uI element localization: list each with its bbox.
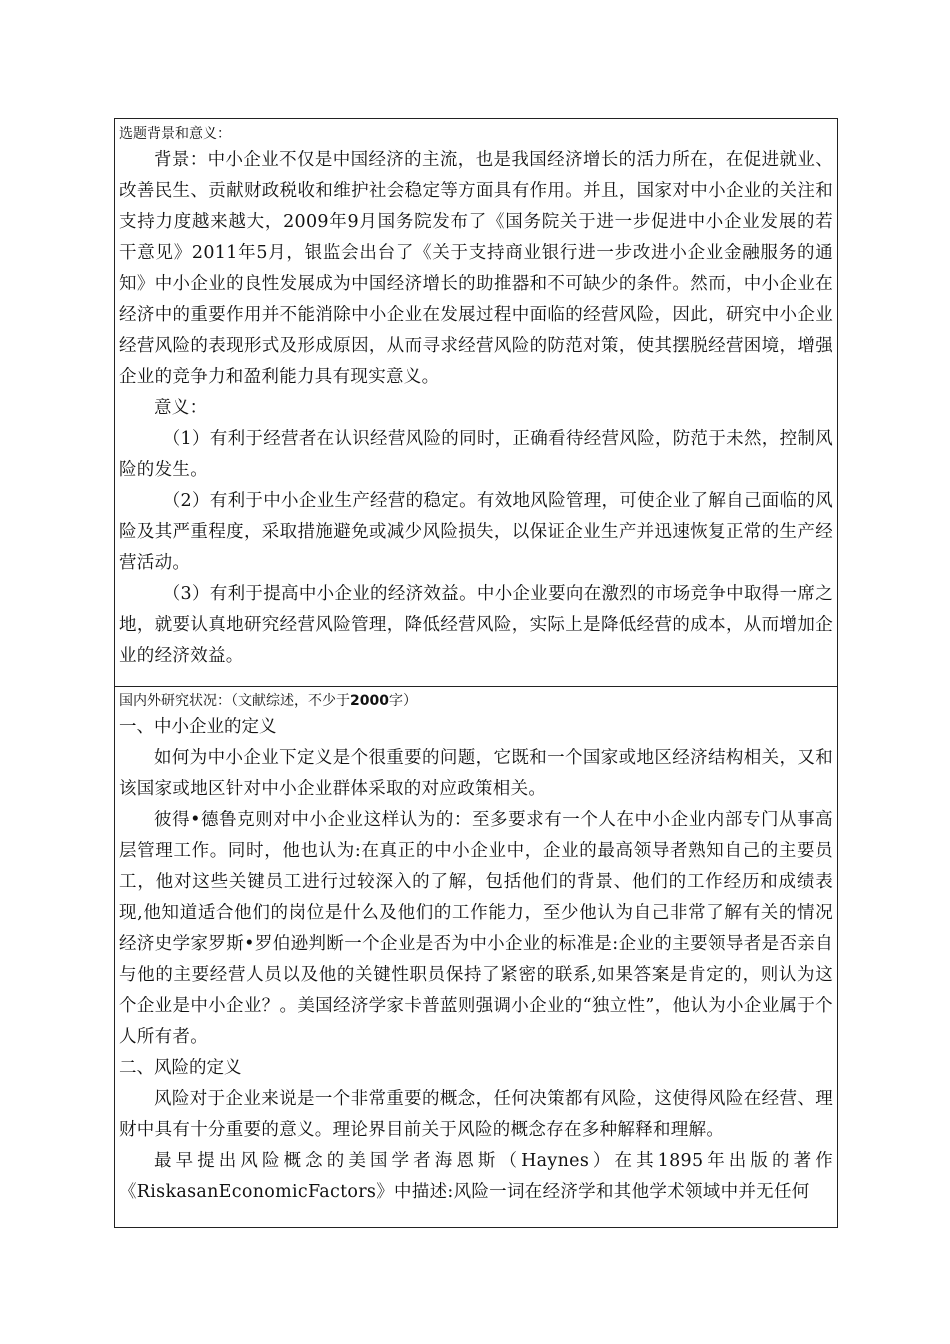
literature-label-prefix: 国内外研究状况：（文献综述，不少于 (119, 693, 350, 709)
background-significance-cell (119, 123, 833, 672)
section-label-literature (119, 690, 833, 712)
risk-paragraph-1: 风险对于企业来说是一个非常重要的概念，任何决策都有风险，这使得风险在经营、理财中具有十分重要的意义。理论界目前关于风险的概念存在多种解释和理解。 (119, 1089, 833, 1140)
significance-point-2: （2）有利于中小企业生产经营的稳定。有效地风险管理，可使企业了解自己面临的风险及其严重程度，采取措施避免或减少风险损失，以保证企业生产并迅速恢复正常的生产经营活动。 (119, 491, 833, 573)
heading-sme-definition: 一、中小企业的定义 (119, 717, 277, 737)
form-table (114, 118, 838, 1228)
section-divider (115, 686, 837, 687)
sme-paragraph-1: 如何为中小企业下定义是个很重要的问题，它既和一个国家或地区经济结构相关，又和该国家或地区针对中小企业群体采取的对应政策相关。 (119, 748, 833, 799)
significance-point-3: （3）有利于提高中小企业的经济效益。中小企业要向在激烈的市场竞争中取得一席之地，就要认真地研究经营风险管理，降低经营风险，实际上是降低经营的成本，从而增加企业的经济效益。 (119, 584, 833, 666)
section-label-background: 选题背景和意义： (119, 126, 231, 142)
heading-risk-definition: 二、风险的定义 (119, 1058, 242, 1078)
literature-review-cell (119, 690, 833, 1208)
sme-paragraph-2: 彼得•德鲁克则对中小企业这样认为的：至多要求有一个人在中小企业内部专门从事高层管理工作。同时，他也认为:在真正的中小企业中，企业的最高领导者熟知自己的主要员工，他对这些关键员工进行过较深入的了解，包括他们的背景、他们的工作经历和成绩表现,他知道适合他们的岗位是什么及他们的工作能力，至少他认为自己非常了解有关的情况经济史学家罗斯•罗伯逊判断一个企业是否为中小企业的标准是:企业的主要领导者是否亲自与他的主要经营人员以及他的关键性职员保持了紧密的联系,如果答案是肯定的，则认为这个企业是中小企业？。美国经济学家卡普蓝则强调小企业的“独立性”，他认为小企业属于个人所有者。 (119, 810, 833, 1047)
background-paragraph: 背景：中小企业不仅是中国经济的主流，也是我国经济增长的活力所在，在促进就业、改善民生、贡献财政税收和维护社会稳定等方面具有作用。并且，国家对中小企业的关注和支持力度越来越大，2009年9月国务院发布了《国务院关于进一步促进中小企业发展的若干意见》2011年5月，银监会出台了《关于支持商业银行进一步改进小企业金融服务的通知》中小企业的良性发展成为中国经济增长的助推器和不可缺少的条件。然而，中小企业在经济中的重要作用并不能消除中小企业在发展过程中面临的经营风险，因此，研究中小企业经营风险的表现形式及形成原因，从而寻求经营风险的防范对策，使其摆脱经营困境，增强企业的竞争力和盈利能力具有现实意义。 (119, 150, 833, 387)
significance-point-1: （1）有利于经营者在认识经营风险的同时，正确看待经营风险，防范于未然，控制风险的发生。 (119, 429, 833, 480)
significance-label: 意义： (154, 398, 208, 418)
table-bottom-edge (115, 1227, 837, 1228)
literature-label-suffix: 字） (388, 693, 417, 709)
literature-label-number: 2000 (350, 693, 389, 709)
risk-paragraph-2: 最早提出风险概念的美国学者海恩斯（Haynes）在其1895年出版的著作《RiskasanEconomicFactors》中描述:风险一词在经济学和其他学术领域中并无任何 (119, 1151, 833, 1202)
